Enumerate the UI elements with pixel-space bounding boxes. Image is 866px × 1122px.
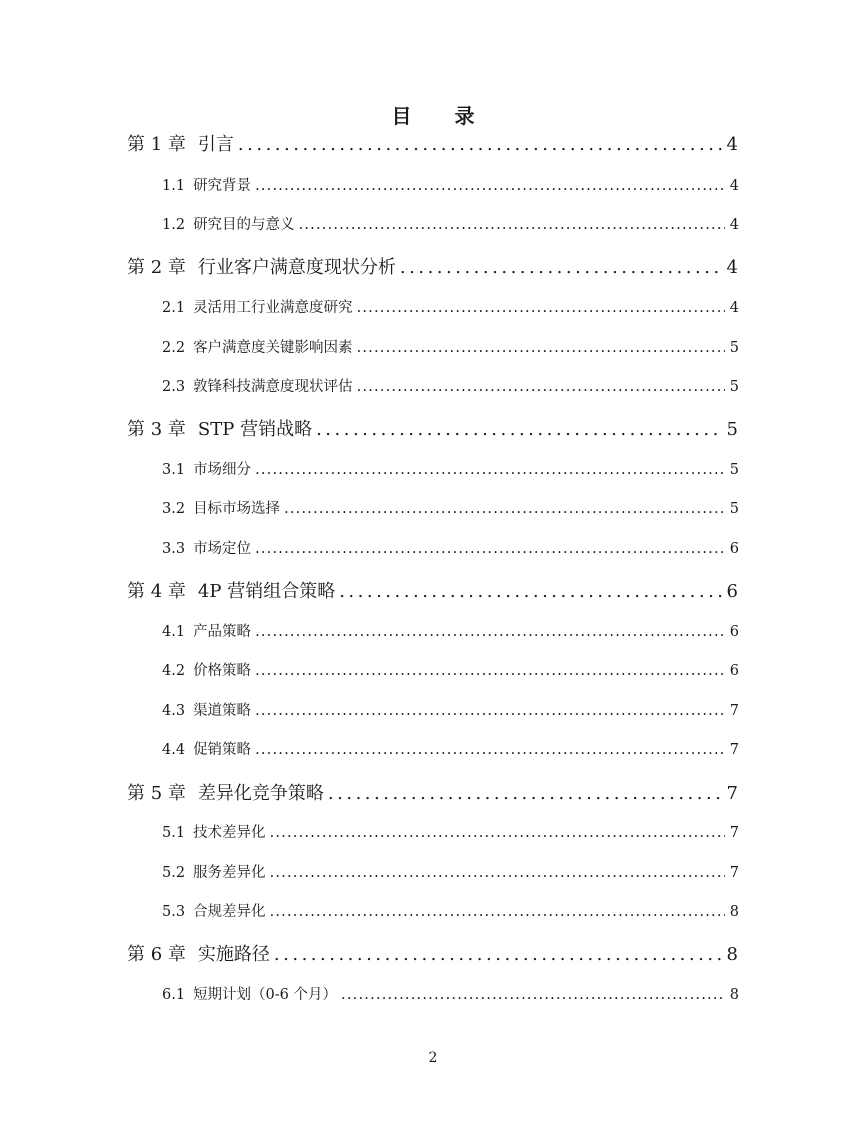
toc-leader-dots bbox=[238, 134, 723, 155]
toc-entry-number: 1.1 bbox=[162, 178, 186, 194]
toc-leader-dots bbox=[270, 904, 725, 920]
toc-entry-label: 产品策略 bbox=[193, 624, 252, 640]
toc-entry-number: 2.1 bbox=[162, 300, 186, 316]
toc-entry-label: 服务差异化 bbox=[193, 865, 266, 881]
toc-entry-section-6-1[interactable] bbox=[162, 983, 739, 1004]
toc-entry-chapter-3[interactable] bbox=[127, 415, 738, 441]
toc-leader-dots bbox=[255, 742, 725, 758]
toc-entry-page: 7 bbox=[729, 742, 739, 758]
toc-entry-label: 灵活用工行业满意度研究 bbox=[193, 300, 353, 316]
toc-entry-number: 第 6 章 bbox=[127, 944, 186, 965]
toc-entry-label: 市场定位 bbox=[193, 541, 252, 557]
toc-entry-number: 5.2 bbox=[162, 865, 186, 881]
toc-entry-number: 1.2 bbox=[162, 217, 186, 233]
toc-entry-page: 4 bbox=[729, 300, 739, 316]
toc-entry-section-5-1[interactable] bbox=[162, 821, 739, 842]
toc-entry-page: 6 bbox=[729, 624, 739, 640]
toc-entry-number: 4.4 bbox=[162, 742, 186, 758]
toc-leader-dots bbox=[255, 663, 725, 679]
toc-entry-page: 7 bbox=[726, 783, 738, 804]
toc-entry-number: 5.3 bbox=[162, 904, 186, 920]
toc-leader-dots bbox=[357, 379, 725, 395]
toc-leader-dots bbox=[339, 581, 722, 602]
toc-entry-section-4-4[interactable] bbox=[162, 738, 739, 759]
toc-leader-dots bbox=[400, 257, 723, 278]
toc-entry-section-4-1[interactable] bbox=[162, 620, 739, 641]
toc-entry-chapter-2[interactable] bbox=[127, 253, 738, 279]
toc-entry-page: 7 bbox=[729, 825, 739, 841]
toc-entry-section-3-2[interactable] bbox=[162, 497, 739, 518]
toc-entry-chapter-6[interactable] bbox=[127, 940, 738, 966]
toc-leader-dots bbox=[316, 419, 722, 440]
toc-entry-page: 5 bbox=[729, 462, 739, 478]
toc-entry-number: 第 3 章 bbox=[127, 419, 186, 440]
toc-leader-dots bbox=[357, 340, 725, 356]
toc-entry-number: 3.2 bbox=[162, 501, 186, 517]
toc-leader-dots bbox=[270, 825, 725, 841]
toc-entry-page: 5 bbox=[729, 501, 739, 517]
toc-leader-dots bbox=[255, 624, 725, 640]
toc-entry-label: 目标市场选择 bbox=[193, 501, 281, 517]
toc-entry-label: 渠道策略 bbox=[193, 703, 252, 719]
toc-leader-dots bbox=[255, 703, 725, 719]
toc-entry-chapter-1[interactable] bbox=[127, 130, 738, 156]
toc-entry-page: 4 bbox=[729, 217, 739, 233]
toc-leader-dots bbox=[299, 217, 725, 233]
toc-entry-number: 4.3 bbox=[162, 703, 186, 719]
toc-entry-page: 4 bbox=[726, 134, 738, 155]
toc-entry-label: 技术差异化 bbox=[193, 825, 266, 841]
toc-entry-chapter-5[interactable] bbox=[127, 779, 738, 805]
toc-entry-number: 3.3 bbox=[162, 541, 186, 557]
toc-entry-page: 6 bbox=[726, 581, 738, 602]
toc-entry-page: 5 bbox=[729, 340, 739, 356]
toc-entry-label: 引言 bbox=[197, 134, 234, 155]
toc-entry-label: 差异化竞争策略 bbox=[197, 783, 324, 804]
toc-entry-label: 4P 营销组合策略 bbox=[197, 581, 336, 602]
toc-entry-number: 2.2 bbox=[162, 340, 186, 356]
toc-leader-dots bbox=[255, 178, 725, 194]
toc-entry-page: 8 bbox=[726, 944, 738, 965]
toc-leader-dots bbox=[255, 462, 725, 478]
toc-entry-label: 合规差异化 bbox=[193, 904, 266, 920]
toc-leader-dots bbox=[284, 501, 725, 517]
toc-leader-dots bbox=[270, 865, 725, 881]
toc-entry-number: 第 5 章 bbox=[127, 783, 186, 804]
toc-leader-dots bbox=[255, 541, 725, 557]
toc-entry-label: 研究目的与意义 bbox=[193, 217, 295, 233]
toc-title: 目 录 bbox=[391, 104, 493, 128]
toc-entry-number: 第 4 章 bbox=[127, 581, 186, 602]
toc-entry-chapter-4[interactable] bbox=[127, 577, 738, 603]
toc-leader-dots bbox=[357, 300, 725, 316]
toc-leader-dots bbox=[274, 944, 723, 965]
toc-entry-section-5-2[interactable] bbox=[162, 861, 739, 882]
toc-entry-number: 6.1 bbox=[162, 987, 186, 1003]
toc-entry-section-3-3[interactable] bbox=[162, 537, 739, 558]
toc-entry-number: 3.1 bbox=[162, 462, 186, 478]
toc-entry-section-2-1[interactable] bbox=[162, 296, 739, 317]
toc-entry-section-3-1[interactable] bbox=[162, 458, 739, 479]
toc-entry-label: 实施路径 bbox=[197, 944, 270, 965]
toc-entry-section-5-3[interactable] bbox=[162, 900, 739, 921]
toc-entry-number: 5.1 bbox=[162, 825, 186, 841]
toc-entry-label: 短期计划（0-6 个月） bbox=[193, 987, 338, 1003]
toc-entry-label: 市场细分 bbox=[193, 462, 252, 478]
toc-entry-number: 第 2 章 bbox=[127, 257, 186, 278]
toc-entry-label: 客户满意度关键影响因素 bbox=[193, 340, 353, 356]
toc-entry-page: 8 bbox=[729, 904, 739, 920]
toc-entry-page: 6 bbox=[729, 663, 739, 679]
toc-entry-page: 8 bbox=[729, 987, 739, 1003]
toc-entry-section-4-3[interactable] bbox=[162, 699, 739, 720]
toc-entry-section-1-2[interactable] bbox=[162, 213, 739, 234]
toc-leader-dots bbox=[328, 783, 723, 804]
toc-leader-dots bbox=[341, 987, 725, 1003]
toc-entry-label: 敦锋科技满意度现状评估 bbox=[193, 379, 353, 395]
toc-entry-number: 第 1 章 bbox=[127, 134, 186, 155]
toc-entry-page: 4 bbox=[729, 178, 739, 194]
toc-entry-section-4-2[interactable] bbox=[162, 659, 739, 680]
toc-entry-page: 5 bbox=[726, 419, 738, 440]
toc-entry-page: 7 bbox=[729, 703, 739, 719]
page-number: 2 bbox=[428, 1050, 438, 1066]
toc-entry-section-2-3[interactable] bbox=[162, 375, 739, 396]
toc-entry-number: 2.3 bbox=[162, 379, 186, 395]
toc-entry-label: 研究背景 bbox=[193, 178, 252, 194]
toc-entry-page: 7 bbox=[729, 865, 739, 881]
toc-entry-section-1-1[interactable] bbox=[162, 174, 739, 195]
toc-entry-label: 促销策略 bbox=[193, 742, 252, 758]
toc-entry-number: 4.1 bbox=[162, 624, 186, 640]
toc-entry-label: 价格策略 bbox=[193, 663, 252, 679]
toc-entry-label: 行业客户满意度现状分析 bbox=[197, 257, 396, 278]
toc-entry-section-2-2[interactable] bbox=[162, 336, 739, 357]
toc-entry-page: 4 bbox=[726, 257, 738, 278]
toc-entry-page: 6 bbox=[729, 541, 739, 557]
toc-entry-label: STP 营销战略 bbox=[197, 419, 313, 440]
toc-entry-page: 5 bbox=[729, 379, 739, 395]
toc-entry-number: 4.2 bbox=[162, 663, 186, 679]
